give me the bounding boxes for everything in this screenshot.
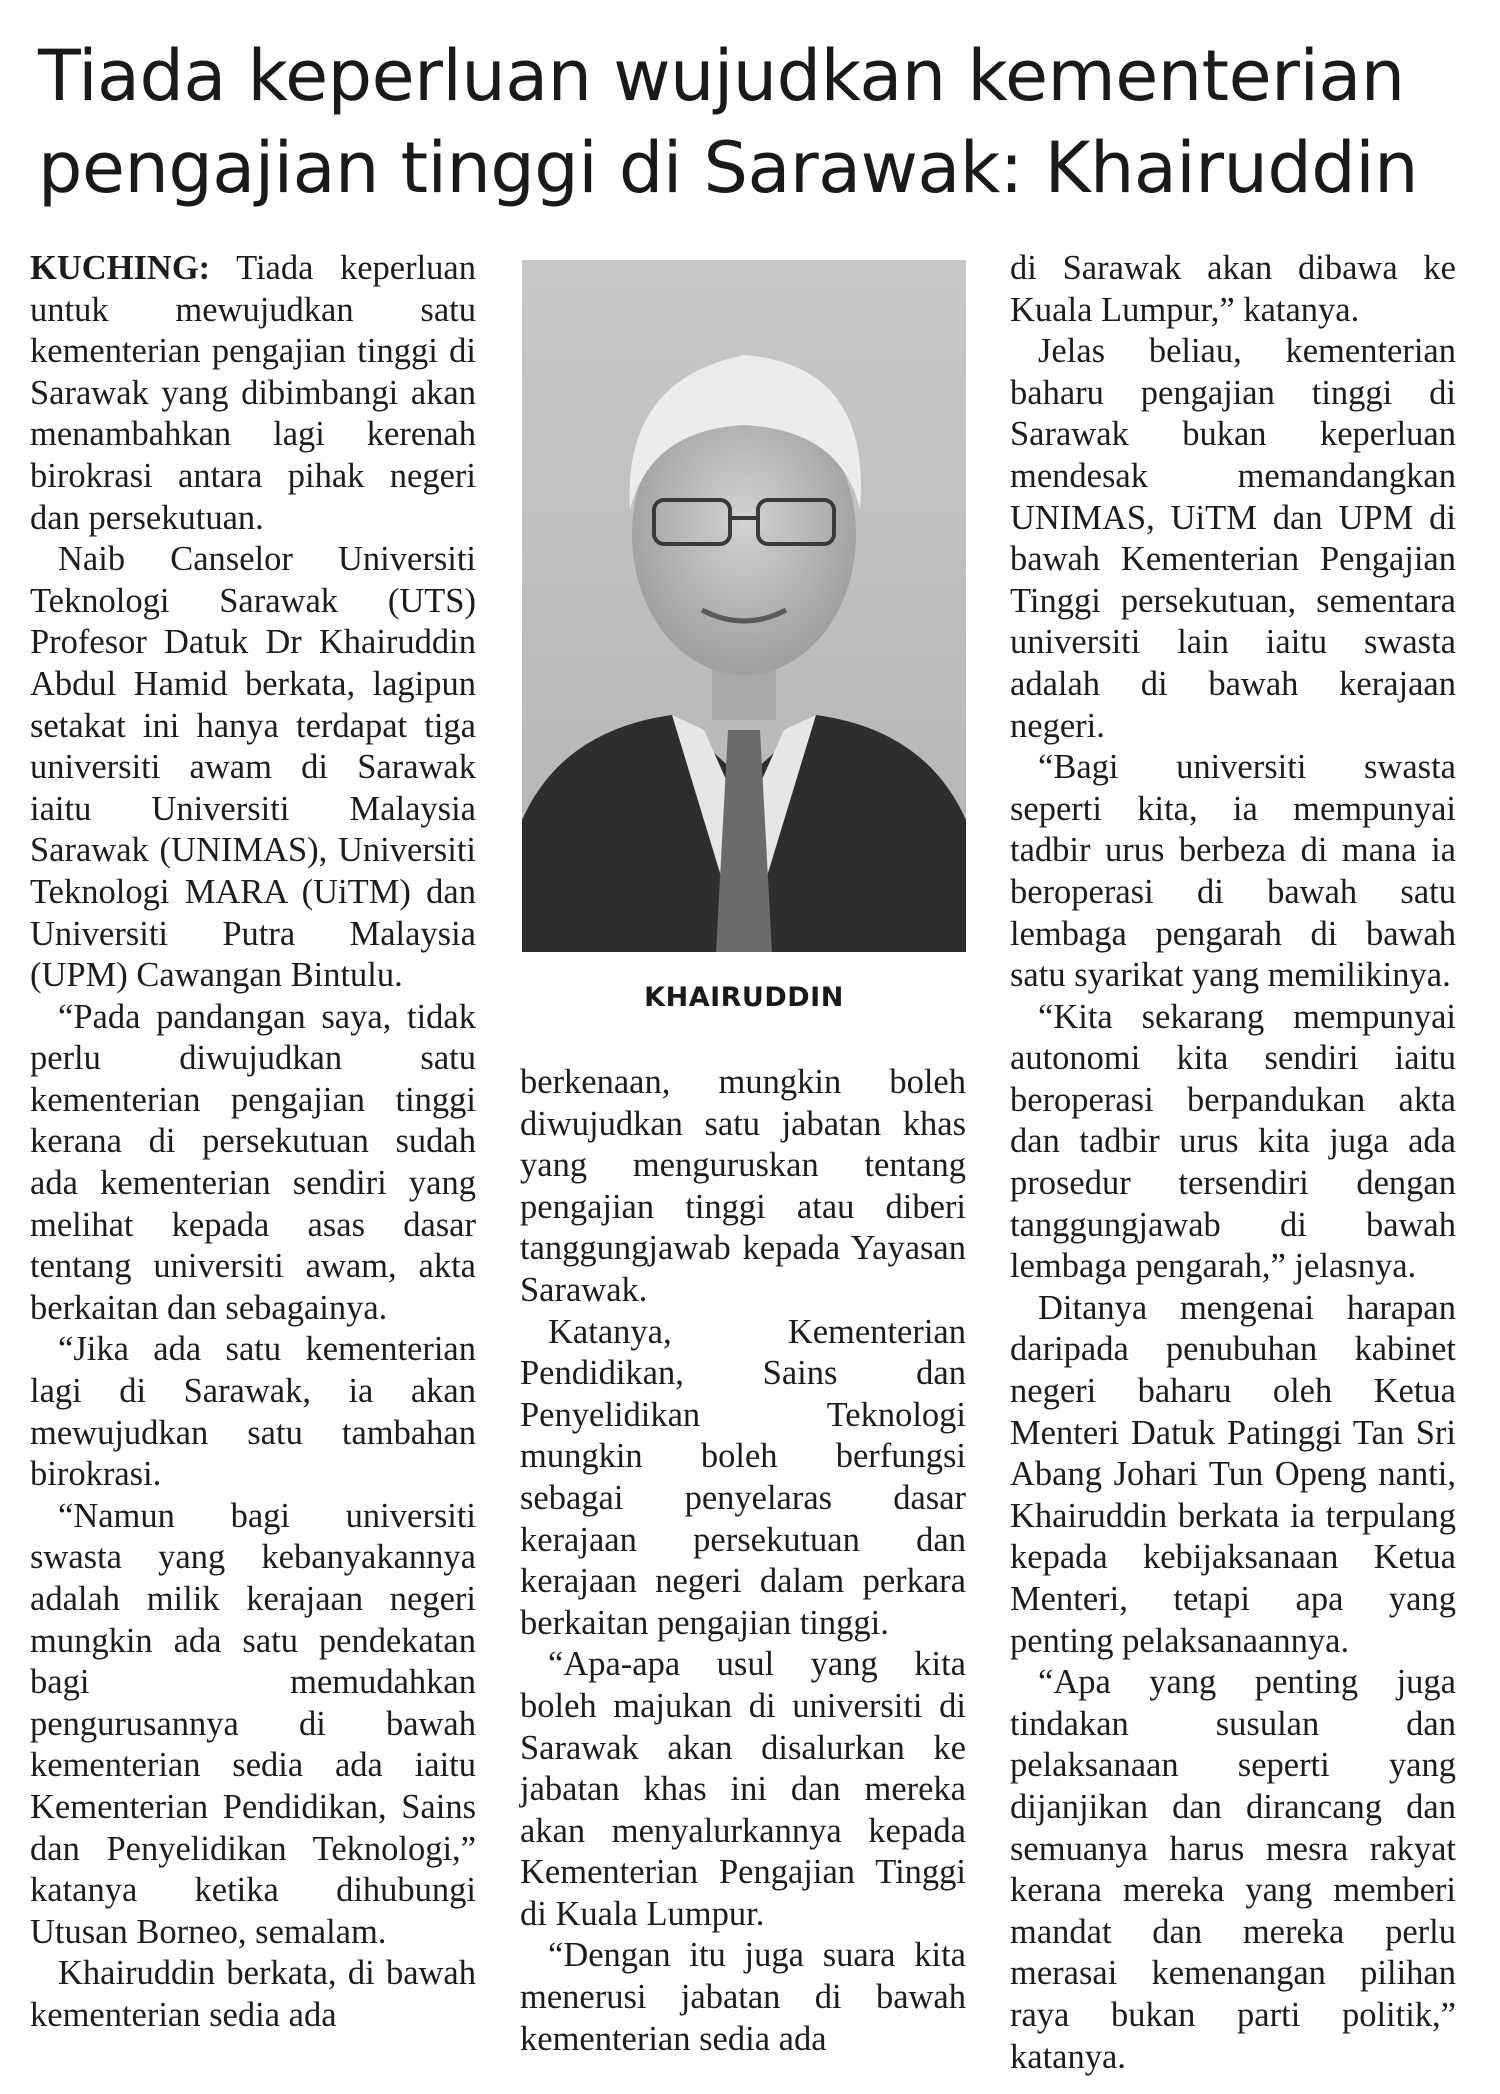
article-paragraph: “Bagi universiti swasta seperti kita, ia mempunyai tadbir urus berbeza di mana ia beroperasi di bawah satu lembaga pengarah di bawah satu syarikat yang memilikinya.	[1010, 748, 1456, 995]
photo-caption: KHAIRUDDIN	[644, 982, 844, 1013]
article-paragraph: “Kita sekarang mempunyai autonomi kita sendiri iaitu beroperasi berpandukan akta dan tadbir urus kita juga ada prosedur tersendiri dengan tanggungjawab di bawah lembaga pengarah,” jelasnya.	[1010, 997, 1456, 1286]
article-paragraph: “Pada pandangan saya, tidak perlu diwujudkan satu kementerian pengajian tinggi kerana di persekutuan sudah ada kementerian sendiri yang melihat kepada asas dasar tentang universiti awam, akta berkaitan dan sebagainya.	[30, 997, 476, 1327]
article-column-3	[1010, 248, 1456, 2078]
article-paragraph: Jelas beliau, kementerian baharu pengajian tinggi di Sarawak bukan keperluan mendesak memandangkan UNIMAS, UiTM dan UPM di bawah Kementerian Pengajian Tinggi persekutuan, sementara universiti lain iaitu swasta adalah di bawah kerajaan negeri.	[1010, 332, 1456, 745]
article-paragraph: Ditanya mengenai harapan daripada penubuhan kabinet negeri baharu oleh Ketua Menteri Datuk Patinggi Tan Sri Abang Johari Tun Openg nanti, Khairuddin berkata ia terpulang kepada kebijaksanaan Ketua Menteri, tetapi apa yang penting pelaksanaannya.	[1010, 1288, 1456, 1660]
article-paragraph: “Namun bagi universiti swasta yang kebanyakannya adalah milik kerajaan negeri mungkin ada satu pendekatan bagi memudahkan pengurusannya di bawah kementerian sedia ada iaitu Kementerian Pendidikan, Sains dan Penyelidikan Teknologi,” katanya ketika dihubungi Utusan Borneo, semalam.	[30, 1496, 476, 1951]
headline: Tiada keperluan wujudkan kementerian pengajian tinggi di Sarawak: Khairuddin	[38, 35, 1419, 209]
dateline: KUCHING:	[30, 249, 211, 287]
article-paragraph: di Sarawak akan dibawa ke Kuala Lumpur,” katanya.	[1010, 249, 1456, 329]
article-paragraph: “Dengan itu juga suara kita menerusi jabatan di bawah kementerian sedia ada	[520, 1936, 966, 2058]
article-paragraph: “Apa-apa usul yang kita boleh majukan di universiti di Sarawak akan disalurkan ke jabatan khas ini dan mereka akan menyalurkannya kepada Kementerian Pengajian Tinggi di Kuala Lumpur.	[520, 1645, 966, 1933]
article-paragraph: “Jika ada satu kementerian lagi di Sarawak, ia akan mewujudkan satu tambahan birokrasi.	[30, 1330, 476, 1494]
article-column-2	[520, 1062, 966, 2060]
article-paragraph: Naib Canselor Universiti Teknologi Sarawak (UTS) Profesor Datuk Dr Khairuddin Abdul Hamid berkata, lagipun setakat ini hanya terdapat tiga universiti awam di Sarawak iaitu Universiti Malaysia Sarawak (UNIMAS), Universiti Teknologi MARA (UiTM) dan Universiti Putra Malaysia (UPM) Cawangan Bintulu.	[30, 540, 476, 995]
article-paragraph: berkenaan, mungkin boleh diwujudkan satu jabatan khas yang menguruskan tentang pengajian tinggi atau diberi tanggungjawab kepada Yayasan Sarawak.	[520, 1063, 966, 1309]
article-paragraph: Khairuddin berkata, di bawah kementerian sedia ada	[30, 1954, 476, 2034]
article-paragraph	[30, 248, 476, 539]
article-column-1	[30, 248, 476, 2037]
article-paragraph: Katanya, Kementerian Pendidikan, Sains dan Penyelidikan Teknologi mungkin boleh berfungsi sebagai penyelaras dasar kerajaan persekutuan dan kerajaan negeri dalam perkara berkaitan pengajian tinggi.	[520, 1312, 966, 1642]
article-paragraph: “Apa yang penting juga tindakan susulan dan pelaksanaan seperti yang dijanjikan dan dirancang dan semuanya harus mesra rakyat kerana mereka yang memberi mandat dan mereka perlu merasai kemenangan pilihan raya bukan parti politik,” katanya.	[1010, 1663, 1456, 2076]
portrait-image	[522, 260, 966, 952]
portrait-photo	[522, 260, 966, 952]
paragraph-text: Tiada keperluan untuk mewujudkan satu kementerian pengajian tinggi di Sarawak yang dibimbangi akan menambahkan lagi kerenah birokrasi antara pihak negeri dan persekutuan.	[30, 249, 476, 537]
